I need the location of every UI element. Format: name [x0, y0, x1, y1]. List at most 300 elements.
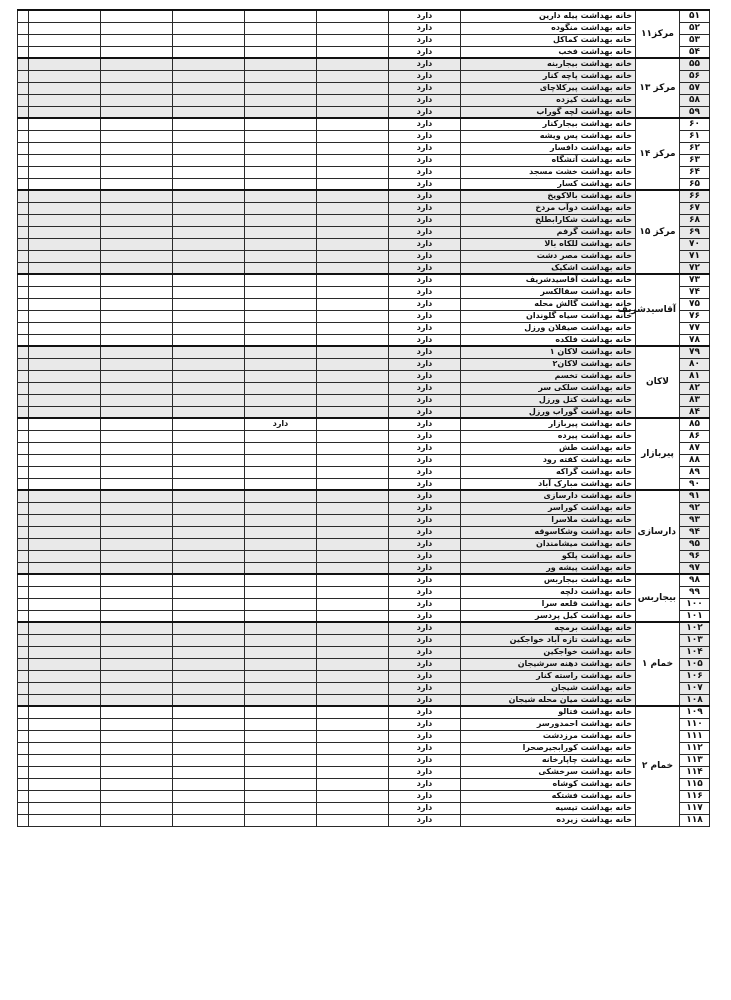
health-house-name-cell: خانه بهداشت وشکاسوقه — [461, 526, 636, 538]
value-cell — [101, 214, 173, 226]
value-cell: دارد — [389, 334, 461, 346]
value-cell — [317, 670, 389, 682]
value-cell — [245, 682, 317, 694]
value-cell — [29, 214, 101, 226]
table-row — [18, 418, 710, 430]
value-cell — [173, 214, 245, 226]
value-cell — [173, 658, 245, 670]
health-house-name-cell: خانه بهداشت پیرکلاچای — [461, 82, 636, 94]
value-cell — [29, 298, 101, 310]
value-cell — [29, 106, 101, 118]
value-cell — [317, 238, 389, 250]
value-cell: دارد — [389, 178, 461, 190]
value-cell — [29, 646, 101, 658]
value-cell — [18, 82, 29, 94]
table-row — [18, 754, 710, 766]
health-house-name-cell: خانه بهداشت سیاه گلوندان — [461, 310, 636, 322]
center-group-cell: بیجاربس — [636, 574, 680, 622]
value-cell: دارد — [389, 214, 461, 226]
value-cell — [245, 718, 317, 730]
value-cell — [245, 298, 317, 310]
value-cell — [173, 250, 245, 262]
value-cell — [245, 34, 317, 46]
value-cell — [29, 178, 101, 190]
value-cell — [317, 514, 389, 526]
health-house-name-cell: خانه بهداشت فخب — [461, 46, 636, 58]
value-cell: دارد — [389, 514, 461, 526]
value-cell — [317, 46, 389, 58]
value-cell — [18, 502, 29, 514]
value-cell — [173, 154, 245, 166]
value-cell — [29, 754, 101, 766]
row-number-cell: ۵۷ — [680, 82, 710, 94]
value-cell — [173, 142, 245, 154]
value-cell — [173, 10, 245, 22]
health-house-name-cell: خانه بهداشت مرزدشت — [461, 730, 636, 742]
value-cell — [245, 238, 317, 250]
table-row — [18, 730, 710, 742]
value-cell — [18, 538, 29, 550]
value-cell — [317, 310, 389, 322]
value-cell — [101, 298, 173, 310]
value-cell — [173, 370, 245, 382]
value-cell — [317, 754, 389, 766]
table-row — [18, 454, 710, 466]
center-group-cell: خمام ۱ — [636, 622, 680, 706]
value-cell — [245, 622, 317, 634]
value-cell: دارد — [389, 538, 461, 550]
row-number-cell: ۱۰۷ — [680, 682, 710, 694]
health-house-name-cell: خانه بهداشت کوشاه — [461, 778, 636, 790]
row-number-cell: ۸۳ — [680, 394, 710, 406]
table-row — [18, 526, 710, 538]
value-cell — [18, 166, 29, 178]
value-cell — [317, 154, 389, 166]
value-cell — [29, 466, 101, 478]
value-cell — [101, 646, 173, 658]
value-cell — [317, 250, 389, 262]
value-cell — [101, 322, 173, 334]
row-number-cell: ۸۱ — [680, 370, 710, 382]
value-cell — [173, 442, 245, 454]
value-cell — [317, 346, 389, 358]
value-cell — [29, 34, 101, 46]
value-cell — [317, 394, 389, 406]
row-number-cell: ۱۱۶ — [680, 790, 710, 802]
value-cell — [245, 430, 317, 442]
table-row — [18, 718, 710, 730]
value-cell — [18, 346, 29, 358]
table-row — [18, 742, 710, 754]
value-cell — [29, 46, 101, 58]
row-number-cell: ۷۰ — [680, 238, 710, 250]
value-cell — [317, 802, 389, 814]
value-cell: دارد — [389, 562, 461, 574]
value-cell — [173, 358, 245, 370]
value-cell: دارد — [389, 814, 461, 826]
table-row — [18, 94, 710, 106]
table-row — [18, 706, 710, 718]
value-cell — [101, 274, 173, 286]
row-number-cell: ۶۱ — [680, 130, 710, 142]
health-house-name-cell: خانه بهداشت دافسار — [461, 142, 636, 154]
value-cell: دارد — [389, 646, 461, 658]
value-cell — [101, 574, 173, 586]
table-row — [18, 22, 710, 34]
value-cell — [245, 70, 317, 82]
health-house-name-cell: خانه بهداشت صیقلان ورزل — [461, 322, 636, 334]
value-cell — [317, 586, 389, 598]
table-row — [18, 814, 710, 826]
value-cell — [18, 442, 29, 454]
table-row — [18, 106, 710, 118]
value-cell — [101, 346, 173, 358]
row-number-cell: ۷۹ — [680, 346, 710, 358]
value-cell — [29, 226, 101, 238]
value-cell — [18, 262, 29, 274]
value-cell — [101, 418, 173, 430]
health-house-name-cell: خانه بهداشت برمچه — [461, 622, 636, 634]
value-cell — [101, 502, 173, 514]
health-house-name-cell: خانه بهداشت کیزده — [461, 94, 636, 106]
value-cell — [317, 286, 389, 298]
row-number-cell: ۱۰۳ — [680, 634, 710, 646]
table-row — [18, 646, 710, 658]
value-cell — [101, 802, 173, 814]
value-cell — [245, 118, 317, 130]
value-cell — [101, 202, 173, 214]
row-number-cell: ۶۶ — [680, 190, 710, 202]
value-cell — [101, 562, 173, 574]
value-cell — [101, 34, 173, 46]
health-house-name-cell: خانه بهداشت آقاسیدشریف — [461, 274, 636, 286]
value-cell: دارد — [389, 586, 461, 598]
table-row — [18, 658, 710, 670]
health-house-name-cell: خانه بهداشت کورابجیرصحرا — [461, 742, 636, 754]
value-cell: دارد — [389, 82, 461, 94]
value-cell — [18, 814, 29, 826]
row-number-cell: ۸۷ — [680, 442, 710, 454]
value-cell — [18, 598, 29, 610]
value-cell — [173, 274, 245, 286]
value-cell — [245, 730, 317, 742]
value-cell — [18, 250, 29, 262]
row-number-cell: ۱۱۲ — [680, 742, 710, 754]
value-cell — [173, 46, 245, 58]
value-cell — [245, 202, 317, 214]
value-cell: دارد — [389, 742, 461, 754]
value-cell — [101, 550, 173, 562]
health-house-name-cell: خانه بهداشت سرخشکی — [461, 766, 636, 778]
value-cell — [173, 130, 245, 142]
value-cell — [173, 406, 245, 418]
value-cell: دارد — [389, 10, 461, 22]
value-cell — [18, 730, 29, 742]
value-cell — [29, 430, 101, 442]
center-group-cell: پیربازار — [636, 418, 680, 490]
table-row — [18, 202, 710, 214]
value-cell — [29, 82, 101, 94]
value-cell — [18, 622, 29, 634]
value-cell — [173, 94, 245, 106]
value-cell: دارد — [389, 370, 461, 382]
value-cell — [101, 634, 173, 646]
value-cell — [245, 274, 317, 286]
health-house-name-cell: خانه بهداشت شکارابطلخ — [461, 214, 636, 226]
value-cell — [245, 334, 317, 346]
table-row — [18, 58, 710, 70]
value-cell — [101, 430, 173, 442]
row-number-cell: ۸۲ — [680, 382, 710, 394]
value-cell — [18, 562, 29, 574]
health-house-name-cell: خانه بهداشت گوراب ورزل — [461, 406, 636, 418]
row-number-cell: ۱۱۰ — [680, 718, 710, 730]
value-cell — [317, 730, 389, 742]
value-cell — [173, 634, 245, 646]
value-cell — [101, 478, 173, 490]
value-cell — [18, 178, 29, 190]
health-house-name-cell: خانه بهداشت راسته کنار — [461, 670, 636, 682]
value-cell — [245, 466, 317, 478]
value-cell — [18, 118, 29, 130]
value-cell — [245, 310, 317, 322]
table-row — [18, 142, 710, 154]
value-cell — [245, 646, 317, 658]
value-cell — [317, 202, 389, 214]
value-cell — [29, 766, 101, 778]
value-cell — [18, 574, 29, 586]
row-number-cell: ۶۹ — [680, 226, 710, 238]
health-house-name-cell: خانه بهداشت گراکه — [461, 466, 636, 478]
value-cell — [101, 46, 173, 58]
value-cell — [101, 58, 173, 70]
value-cell — [317, 526, 389, 538]
value-cell — [317, 682, 389, 694]
value-cell — [18, 202, 29, 214]
center-group-cell: مرکز ۱۵ — [636, 190, 680, 274]
value-cell — [18, 478, 29, 490]
value-cell — [317, 382, 389, 394]
value-cell — [101, 742, 173, 754]
value-cell — [173, 346, 245, 358]
value-cell — [245, 706, 317, 718]
row-number-cell: ۷۶ — [680, 310, 710, 322]
value-cell — [29, 346, 101, 358]
row-number-cell: ۹۶ — [680, 550, 710, 562]
value-cell: دارد — [389, 310, 461, 322]
table-row — [18, 502, 710, 514]
row-number-cell: ۱۰۵ — [680, 658, 710, 670]
value-cell — [18, 370, 29, 382]
value-cell — [317, 454, 389, 466]
value-cell — [29, 418, 101, 430]
health-house-name-cell: خانه بهداشت کماکل — [461, 34, 636, 46]
table-row — [18, 538, 710, 550]
value-cell — [29, 10, 101, 22]
value-cell: دارد — [389, 790, 461, 802]
table-row — [18, 550, 710, 562]
value-cell — [173, 238, 245, 250]
value-cell — [245, 490, 317, 502]
value-cell: دارد — [389, 262, 461, 274]
table-row — [18, 586, 710, 598]
value-cell — [245, 370, 317, 382]
value-cell — [101, 226, 173, 238]
value-cell — [317, 742, 389, 754]
value-cell — [101, 130, 173, 142]
value-cell — [317, 106, 389, 118]
value-cell — [29, 142, 101, 154]
health-house-name-cell: خانه بهداشت بیجاربنه — [461, 58, 636, 70]
table-row — [18, 166, 710, 178]
health-house-name-cell: خانه بهداشت پاچه کنار — [461, 70, 636, 82]
health-house-name-cell: خانه بهداشت پیرده — [461, 430, 636, 442]
value-cell — [317, 622, 389, 634]
table-row — [18, 394, 710, 406]
value-cell — [173, 418, 245, 430]
value-cell — [245, 250, 317, 262]
value-cell — [101, 106, 173, 118]
table-row — [18, 226, 710, 238]
value-cell — [29, 730, 101, 742]
value-cell — [245, 190, 317, 202]
value-cell: دارد — [389, 658, 461, 670]
value-cell — [29, 622, 101, 634]
health-house-name-cell: خانه بهداشت دوآب مردخ — [461, 202, 636, 214]
value-cell — [18, 214, 29, 226]
value-cell — [173, 490, 245, 502]
value-cell — [29, 586, 101, 598]
value-cell — [173, 754, 245, 766]
value-cell — [173, 118, 245, 130]
health-house-name-cell: خانه بهداشت دهنه سرشیجان — [461, 658, 636, 670]
health-house-name-cell: خانه بهداشت دارسازی — [461, 490, 636, 502]
health-house-name-cell: خانه بهداشت فلکده — [461, 334, 636, 346]
value-cell — [101, 514, 173, 526]
health-houses-table — [17, 9, 710, 827]
document-sheet — [17, 9, 709, 827]
value-cell — [317, 598, 389, 610]
value-cell — [245, 382, 317, 394]
value-cell — [173, 778, 245, 790]
value-cell: دارد — [389, 802, 461, 814]
value-cell — [29, 538, 101, 550]
value-cell — [173, 70, 245, 82]
value-cell — [317, 610, 389, 622]
table-row — [18, 322, 710, 334]
value-cell — [173, 706, 245, 718]
value-cell — [245, 598, 317, 610]
value-cell — [18, 70, 29, 82]
row-number-cell: ۱۱۸ — [680, 814, 710, 826]
value-cell: دارد — [389, 394, 461, 406]
value-cell — [317, 262, 389, 274]
health-house-name-cell: خانه بهداشت بیجاربس — [461, 574, 636, 586]
value-cell — [173, 502, 245, 514]
value-cell — [18, 646, 29, 658]
value-cell — [101, 82, 173, 94]
value-cell — [173, 466, 245, 478]
row-number-cell: ۷۴ — [680, 286, 710, 298]
value-cell — [101, 658, 173, 670]
value-cell — [18, 106, 29, 118]
table-row — [18, 82, 710, 94]
value-cell — [18, 670, 29, 682]
value-cell — [245, 802, 317, 814]
row-number-cell: ۷۸ — [680, 334, 710, 346]
value-cell — [245, 130, 317, 142]
value-cell — [245, 514, 317, 526]
health-house-name-cell: خانه بهداشت فتالو — [461, 706, 636, 718]
value-cell — [317, 178, 389, 190]
value-cell — [29, 658, 101, 670]
table-row — [18, 490, 710, 502]
value-cell — [29, 718, 101, 730]
row-number-cell: ۹۴ — [680, 526, 710, 538]
value-cell — [18, 130, 29, 142]
value-cell — [173, 478, 245, 490]
value-cell — [245, 574, 317, 586]
value-cell — [18, 226, 29, 238]
value-cell — [101, 394, 173, 406]
value-cell — [101, 406, 173, 418]
value-cell — [18, 466, 29, 478]
value-cell — [18, 682, 29, 694]
value-cell — [18, 10, 29, 22]
health-house-name-cell: خانه بهداشت قلعه سرا — [461, 598, 636, 610]
value-cell — [18, 430, 29, 442]
value-cell — [317, 814, 389, 826]
value-cell — [101, 10, 173, 22]
row-number-cell: ۶۳ — [680, 154, 710, 166]
value-cell — [18, 490, 29, 502]
value-cell — [317, 142, 389, 154]
value-cell — [173, 514, 245, 526]
health-house-name-cell: خانه بهداشت خشت مسجد — [461, 166, 636, 178]
value-cell — [317, 442, 389, 454]
center-group-cell: لاکان — [636, 346, 680, 418]
health-house-name-cell: خانه بهداشت لاکان۲ — [461, 358, 636, 370]
value-cell — [29, 682, 101, 694]
value-cell — [317, 502, 389, 514]
health-house-name-cell: خانه بهداشت شیجان — [461, 682, 636, 694]
value-cell — [173, 202, 245, 214]
value-cell — [173, 34, 245, 46]
value-cell — [245, 610, 317, 622]
value-cell — [173, 742, 245, 754]
value-cell — [317, 370, 389, 382]
health-house-name-cell: خانه بهداشت احمدورسر — [461, 718, 636, 730]
value-cell: دارد — [389, 718, 461, 730]
health-house-name-cell: خانه بهداشت گالش محله — [461, 298, 636, 310]
row-number-cell: ۸۹ — [680, 466, 710, 478]
value-cell — [173, 322, 245, 334]
value-cell: دارد — [389, 322, 461, 334]
value-cell: دارد — [389, 466, 461, 478]
value-cell — [29, 70, 101, 82]
row-number-cell: ۱۰۹ — [680, 706, 710, 718]
value-cell — [29, 382, 101, 394]
value-cell: دارد — [389, 106, 461, 118]
value-cell — [101, 466, 173, 478]
value-cell — [18, 418, 29, 430]
value-cell — [173, 562, 245, 574]
value-cell — [18, 766, 29, 778]
value-cell — [245, 586, 317, 598]
row-number-cell: ۵۵ — [680, 58, 710, 70]
value-cell — [245, 814, 317, 826]
value-cell — [101, 178, 173, 190]
